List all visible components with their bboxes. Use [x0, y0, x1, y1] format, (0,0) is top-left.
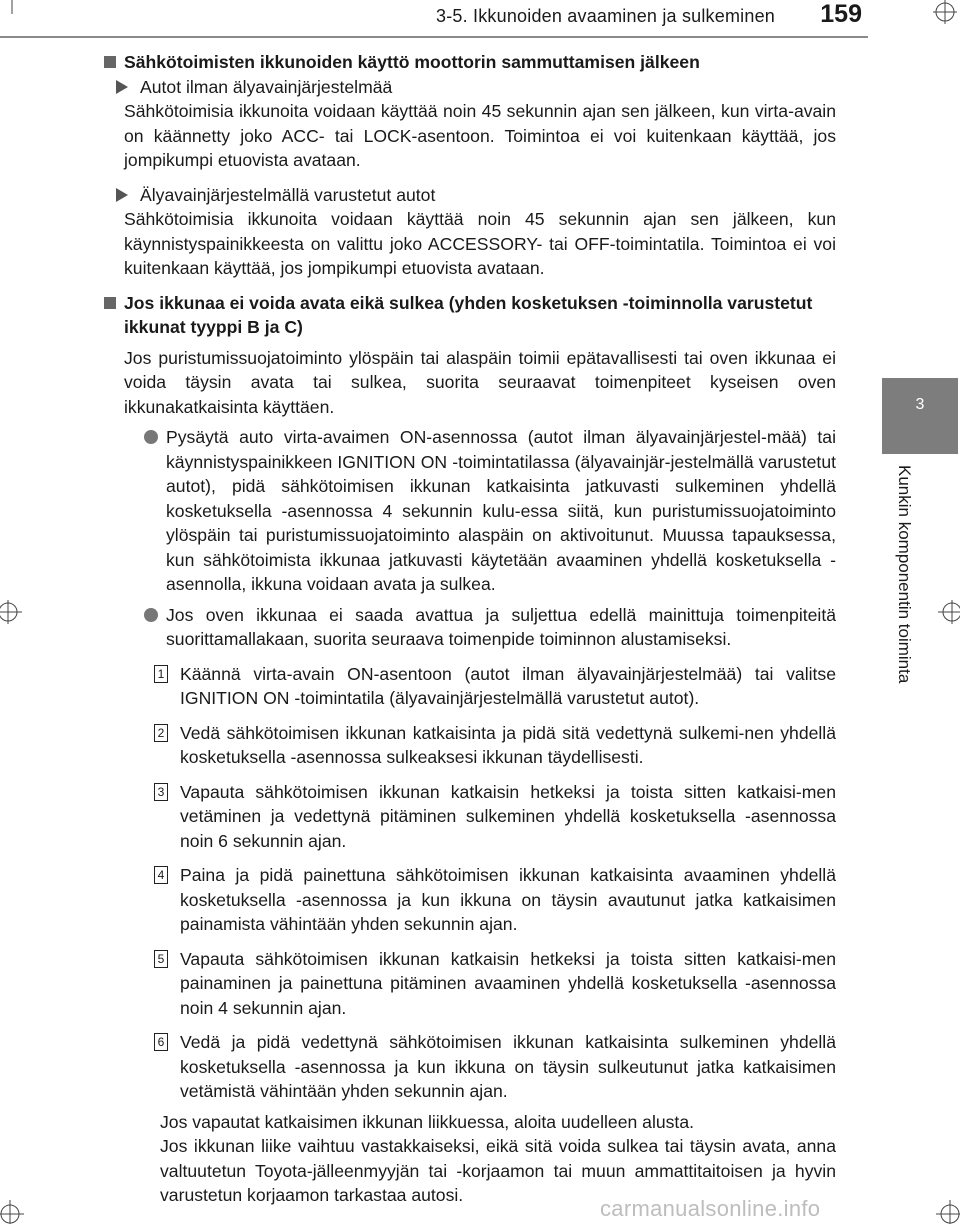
step-item: 3 Vapauta sähkötoimisen ikkunan katkaisin hetkeksi ja toista sitten katkaisi-men vetäminen ja vedettynä pitäminen sulkeminen yhdellä kosketuksella -asennossa noin 6 sekunnin ajan.: [124, 780, 836, 854]
step-item: 5 Vapauta sähkötoimisen ikkunan katkaisin hetkeksi ja toista sitten katkaisi-men painaminen ja painettuna pitäminen avaaminen yhdellä kosketuksella -asennossa noin 4 sekunnin ajan.: [124, 947, 836, 1021]
step-number: 1: [154, 665, 168, 683]
circle-bullet-icon: [144, 608, 158, 622]
registration-mark-bottom-right: [930, 1194, 960, 1224]
chapter-title: Kunkin komponentin toiminta: [895, 465, 914, 684]
paragraph: Sähkötoimisia ikkunoita voidaan käyttää noin 45 sekunnin ajan sen jälkeen, kun virta-avain on käännetty joko ACC- tai LOCK-asentoon. Toimintoa ei voi kuitenkaan käyttää, jos jompikumpi etuovista avataan.: [124, 101, 836, 170]
section-title: 3-5. Ikkunoiden avaaminen ja sulkeminen: [436, 6, 775, 26]
circle-bullet-icon: [144, 430, 158, 444]
square-bullet-icon: [104, 56, 116, 68]
paragraph: Jos puristumissuojatoiminto ylöspäin tai alaspäin toimii epätavallisesti tai oven ikkunaa ei voida täysin avata tai sulkea, suorita seuraavat toimenpiteet kyseisen oven ikkunakatkaisinta käyttäen.: [124, 347, 836, 417]
subheading: Autot ilman älyavainjärjestelmää: [108, 75, 836, 100]
paragraph: Sähkötoimisia ikkunoita voidaan käyttää noin 45 sekunnin ajan sen jälkeen, kun käynnistyspainikkeesta on valittu joko ACCESSORY- tai OFF-toimintatila. Toimintoa ei voi kuitenkaan käyttää, jos jompikumpi etuovista avataan.: [124, 209, 836, 278]
subheading: Älyavainjärjestelmällä varustetut autot: [108, 183, 836, 208]
step-item: 4 Paina ja pidä painettuna sähkötoimisen ikkunan katkaisinta avaaminen yhdellä kosketuksella -asennossa ja kun ikkuna on täysin avautunut jatka katkaisimen painamista vähintään yhden sekunnin ajan.: [124, 863, 836, 937]
step-item: 2 Vedä sähkötoimisen ikkunan katkaisinta ja pidä sitä vedettynä sulkemi-nen yhdellä kosketuksella -asennossa sulkeaksesi ikkunan täydellisesti.: [124, 721, 836, 770]
registration-mark-bottom-left: [0, 1194, 30, 1224]
registration-mark-right: [930, 597, 960, 627]
step-number: 6: [154, 1033, 168, 1051]
chapter-number: 3: [915, 396, 925, 413]
closing-paragraph: Jos ikkunan liike vaihtuu vastakkaiseksi, eikä sitä voida sulkea tai täysin avata, anna valtuutetun Toyota-jälleenmyyjän tai -korjaamon tai muun ammattitaitoisen ja hyvin varustetun korjaamon tarkastaa autosi.: [160, 1136, 836, 1205]
triangle-bullet-icon: [116, 188, 128, 202]
list-item: Jos oven ikkunaa ei saada avattua ja suljettua edellä mainittuja toimenpiteitä suorittamallakaan, suorita seuraava toimenpide toiminnon alustamiseksi.: [144, 603, 836, 652]
page-content: [124, 50, 836, 1208]
page-number: 159: [820, 0, 862, 28]
list-item: Pysäytä auto virta-avaimen ON-asennossa (autot ilman älyavainjärjestel-mää) tai käynnistyspainikkeen IGNITION ON -toimintatilassa (älyavainjär-jestelmällä varustetut autot), pidä sähkötoimisen ikkunan katkaisinta jatkuvasti sulkeminen yhdellä kosketuksella -asennossa 4 sekunnin kulu-essa siitä, kun puristumissuojatoiminto ylöspäin tai puristumissuojatoiminto alaspäin on aktivoitunut. Muussa tapauksessa, kun sähkötoimista ikkunaa jatkuvasti käytetään avaaminen yhdellä kosketuksella -asennolla, ikkuna voidaan avata ja sulkea.: [144, 425, 836, 597]
triangle-bullet-icon: [116, 80, 128, 94]
square-bullet-icon: [104, 297, 116, 309]
step-number: 2: [154, 724, 168, 742]
step-number: 3: [154, 783, 168, 801]
section-heading: Jos ikkunaa ei voida avata eikä sulkea (yhden kosketuksen -toiminnolla varustetut ikkunat tyyppi B ja C): [104, 291, 836, 340]
chapter-tab: [882, 378, 958, 454]
watermark: carmanualsonline.info: [600, 1196, 821, 1221]
step-item: 6 Vedä ja pidä vedettynä sähkötoimisen ikkunan katkaisinta sulkeminen yhdellä kosketuksella -asennossa ja kun ikkuna on täysin sulkeutunut jatka katkaisimen vetämistä vähintään yhden sekunnin ajan.: [124, 1030, 836, 1104]
registration-mark-top-right: [930, 0, 960, 30]
header-rule: [0, 36, 868, 38]
step-number: 4: [154, 866, 168, 884]
step-number: 5: [154, 950, 168, 968]
step-item: 1 Käännä virta-avain ON-asentoon (autot ilman älyavainjärjestelmää) tai valitse IGNITION ON -toimintatila (älyavainjärjestelmällä varustetut autot).: [124, 662, 836, 711]
registration-mark-left: [0, 597, 30, 627]
section-heading: Sähkötoimisten ikkunoiden käyttö moottorin sammuttamisen jälkeen: [104, 50, 836, 75]
closing-paragraph: Jos vapautat katkaisimen ikkunan liikkuessa, aloita uudelleen alusta.: [160, 1111, 694, 1132]
